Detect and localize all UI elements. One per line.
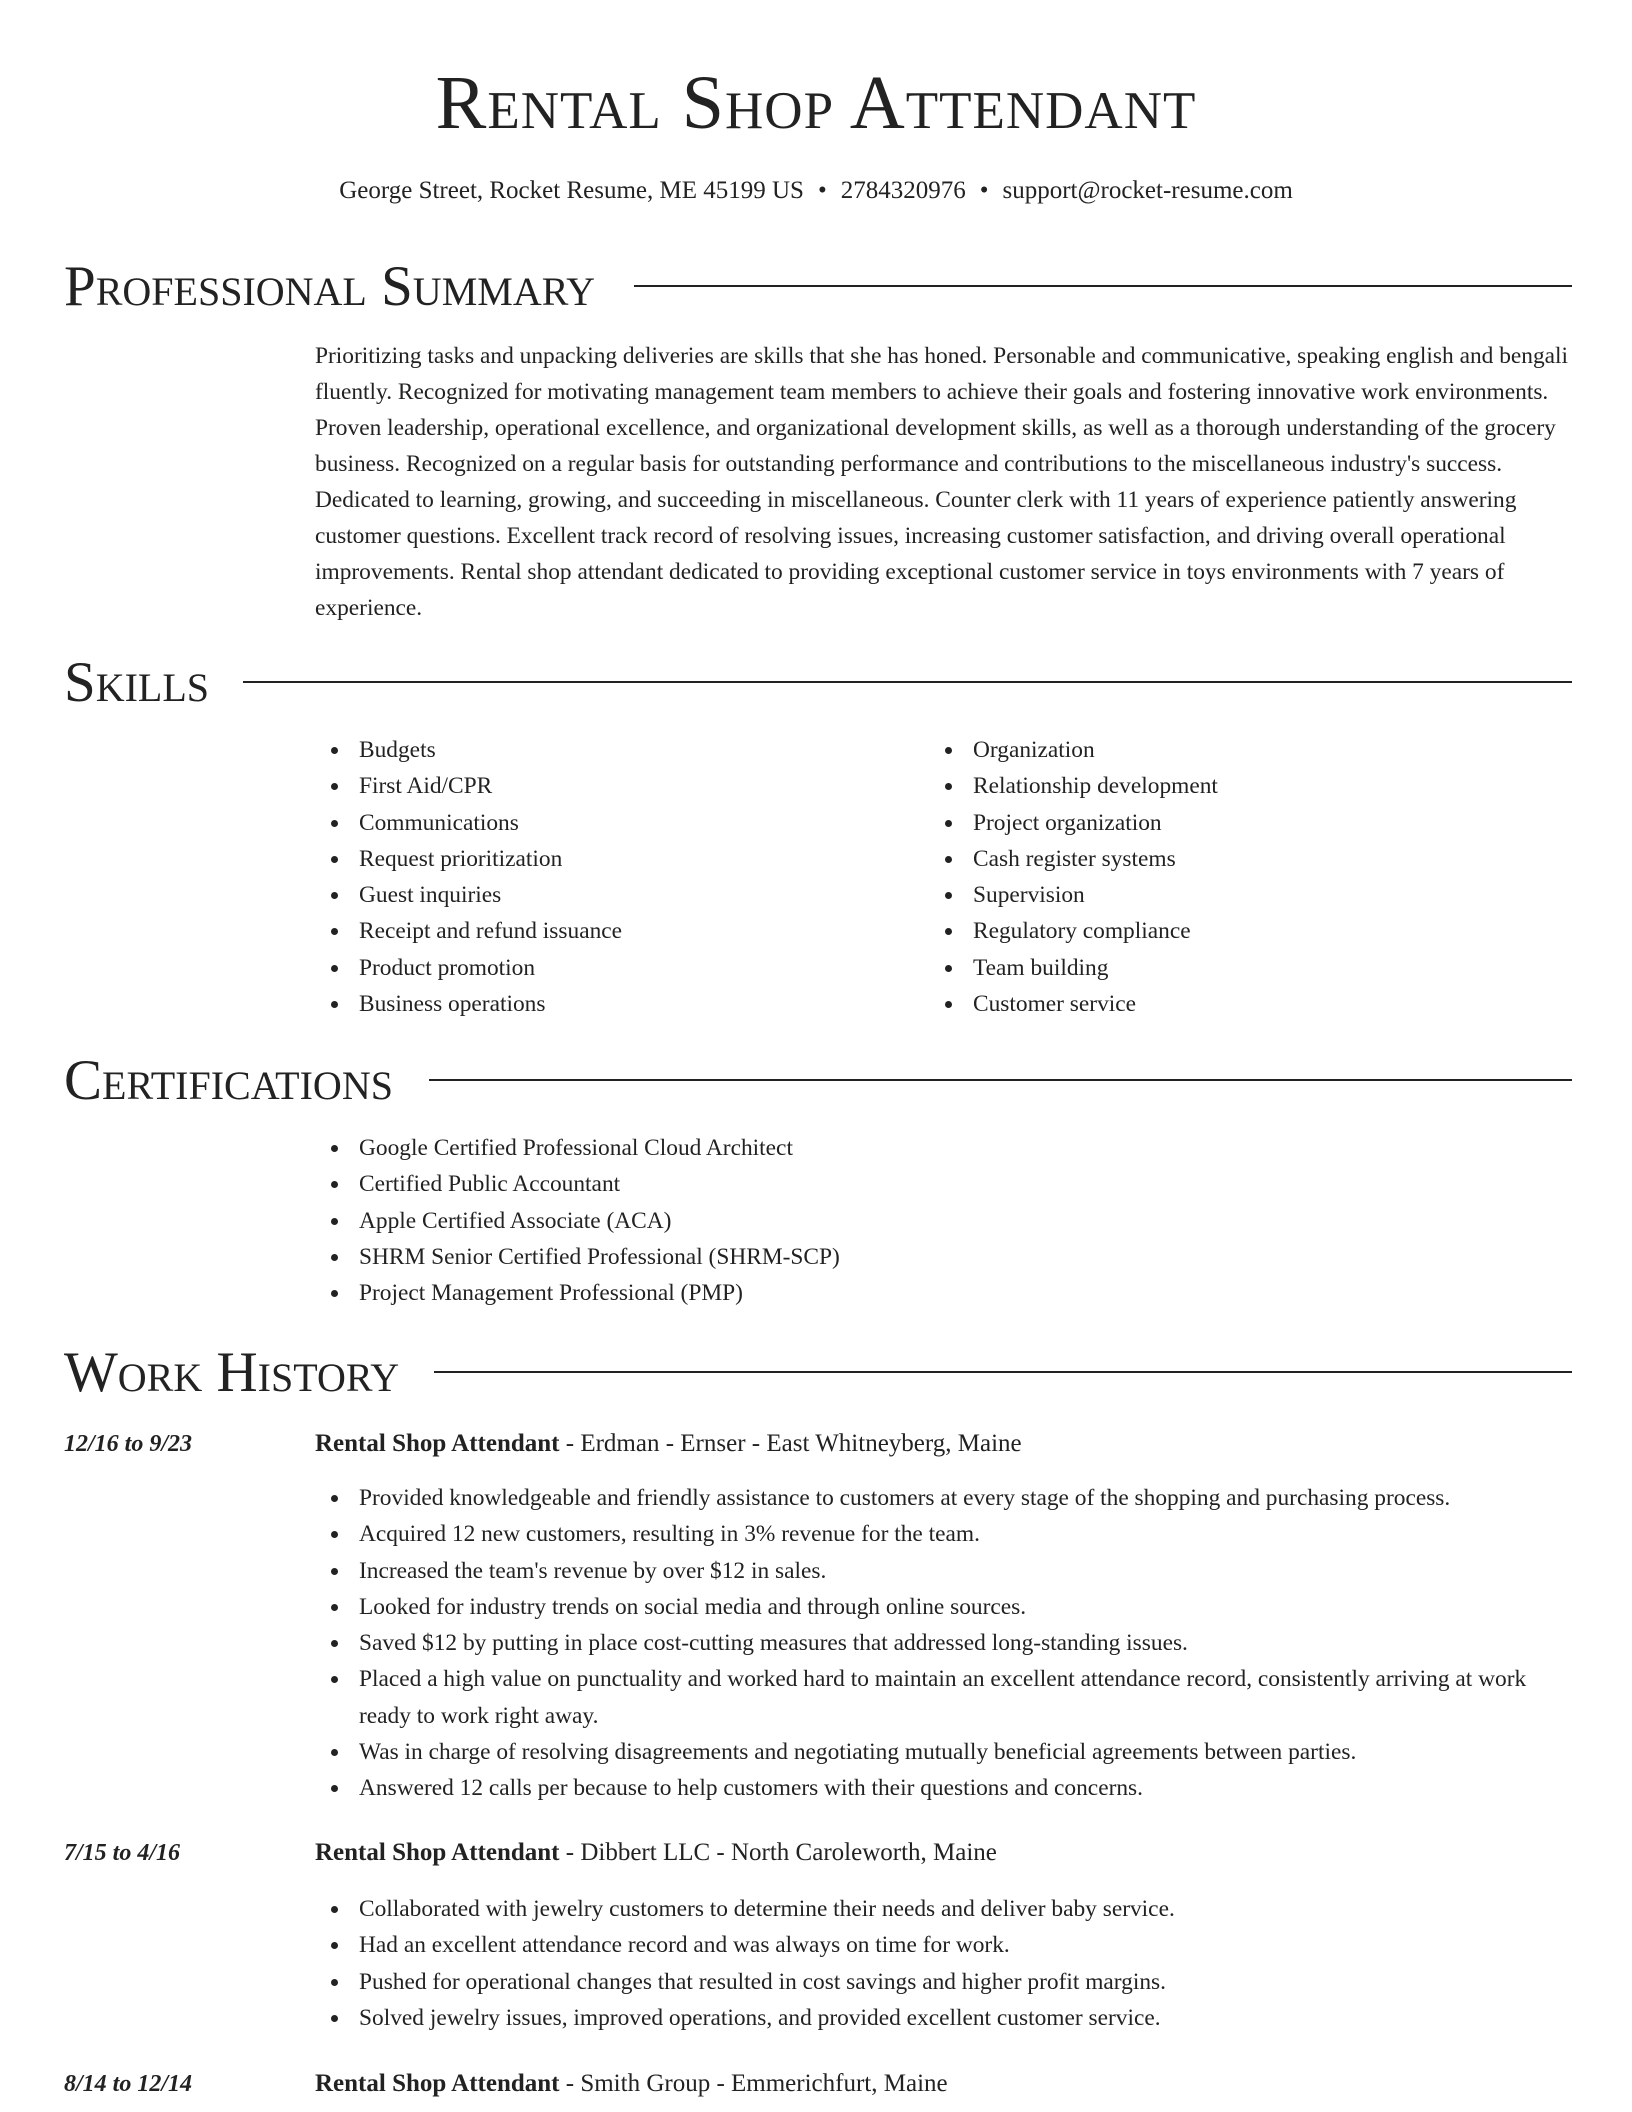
job-duty-item: Saved $12 by putting in place cost-cutting measures that addressed long-standing issues. bbox=[315, 1625, 1570, 1661]
certification-item: Certified Public Accountant bbox=[315, 1166, 1315, 1202]
section-divider bbox=[243, 681, 1572, 683]
skill-item: First Aid/CPR bbox=[315, 768, 915, 804]
job-employer: - Erdman - Ernser - East Whitneyberg, Maine bbox=[559, 1430, 1022, 1457]
section-title-summary: Professional Summary bbox=[64, 255, 596, 318]
skill-item: Project organization bbox=[929, 805, 1529, 841]
certification-item: Apple Certified Associate (ACA) bbox=[315, 1203, 1315, 1239]
certification-item: Project Management Professional (PMP) bbox=[315, 1275, 1315, 1311]
skill-item: Supervision bbox=[929, 877, 1529, 913]
section-title-skills: Skills bbox=[64, 651, 210, 714]
job-duty-item: Provided knowledgeable and friendly assistance to customers at every stage of the shopping and purchasing process. bbox=[315, 1480, 1570, 1516]
skill-item: Guest inquiries bbox=[315, 877, 915, 913]
contact-address: George Street, Rocket Resume, ME 45199 US bbox=[339, 177, 804, 204]
skill-item: Communications bbox=[315, 805, 915, 841]
job-duty-item: Was in charge of resolving disagreements and negotiating mutually beneficial agreements between parties. bbox=[315, 1734, 1570, 1770]
job-duty-item: Collaborated with jewelry customers to determine their needs and deliver baby service. bbox=[315, 1891, 1570, 1927]
contact-email: support@rocket-resume.com bbox=[1002, 177, 1293, 204]
contact-separator: • bbox=[979, 177, 989, 204]
job-employer: - Smith Group - Emmerichfurt, Maine bbox=[559, 2070, 948, 2097]
job-title: Rental Shop Attendant bbox=[315, 1839, 560, 1866]
certifications-list bbox=[315, 1130, 1315, 1311]
job-duty-item: Pushed for operational changes that resulted in cost savings and higher profit margins. bbox=[315, 1964, 1570, 2000]
job-heading bbox=[315, 1427, 1022, 1461]
skill-item: Cash register systems bbox=[929, 841, 1529, 877]
skill-item: Business operations bbox=[315, 986, 915, 1022]
skill-item: Product promotion bbox=[315, 950, 915, 986]
job-dates: 12/16 to 9/23 bbox=[64, 1431, 193, 1457]
section-title-work-history: Work History bbox=[64, 1341, 400, 1404]
job-heading bbox=[315, 2067, 948, 2101]
job-title: Rental Shop Attendant bbox=[315, 2070, 560, 2097]
section-title-certifications: Certifications bbox=[64, 1049, 393, 1112]
job-dates: 8/14 to 12/14 bbox=[64, 2071, 193, 2097]
job-duty-item: Acquired 12 new customers, resulting in 3% revenue for the team. bbox=[315, 1516, 1570, 1552]
section-divider bbox=[434, 1371, 1572, 1373]
skill-item: Relationship development bbox=[929, 768, 1529, 804]
skill-item: Receipt and refund issuance bbox=[315, 913, 915, 949]
job-duty-item: Solved jewelry issues, improved operations, and provided excellent customer service. bbox=[315, 2000, 1570, 2036]
job-duties-list bbox=[315, 1480, 1570, 1807]
skill-item: Organization bbox=[929, 732, 1529, 768]
certification-item: Google Certified Professional Cloud Architect bbox=[315, 1130, 1315, 1166]
skill-item: Regulatory compliance bbox=[929, 913, 1529, 949]
job-duty-item: Increased the team's revenue by over $12 in sales. bbox=[315, 1553, 1570, 1589]
contact-phone: 2784320976 bbox=[840, 177, 966, 204]
contact-separator: • bbox=[817, 177, 827, 204]
skills-list-left bbox=[315, 732, 915, 1022]
contact-line bbox=[0, 174, 1632, 208]
summary-text: Prioritizing tasks and unpacking deliveries are skills that she has honed. Personable and communicative, speaking english and bengali fluently. Recognized for motivating management team members to achieve their goals and fostering innovative work environments. Proven leadership, operational excellence, and organizational development skills, as well as a thorough understanding of the grocery business. Recognized on a regular basis for outstanding performance and contributions to the miscellaneous industry's success. Dedicated to learning, growing, and succeeding in miscellaneous. Counter clerk with 11 years of experience patiently answering customer questions. Excellent track record of resolving issues, increasing customer satisfaction, and driving overall operational improvements. Rental shop attendant dedicated to providing exceptional customer service in toys environments with 7 years of experience. bbox=[315, 343, 1569, 621]
job-duty-item: Answered 12 calls per because to help customers with their questions and concerns. bbox=[315, 1770, 1570, 1806]
section-divider bbox=[634, 285, 1572, 287]
skill-item: Customer service bbox=[929, 986, 1529, 1022]
job-dates: 7/15 to 4/16 bbox=[64, 1840, 181, 1866]
certification-item: SHRM Senior Certified Professional (SHRM-SCP) bbox=[315, 1239, 1315, 1275]
job-duty-item: Placed a high value on punctuality and worked hard to maintain an excellent attendance record, consistently arriving at work ready to work right away. bbox=[315, 1661, 1570, 1734]
job-heading bbox=[315, 1836, 997, 1870]
section-divider bbox=[429, 1079, 1572, 1081]
job-duties-list bbox=[315, 1891, 1570, 2036]
job-duty-item: Looked for industry trends on social media and through online sources. bbox=[315, 1589, 1570, 1625]
skill-item: Budgets bbox=[315, 732, 915, 768]
job-title: Rental Shop Attendant bbox=[315, 1430, 560, 1457]
job-employer: - Dibbert LLC - North Caroleworth, Maine bbox=[559, 1839, 997, 1866]
skills-list-right bbox=[929, 732, 1529, 1022]
skill-item: Request prioritization bbox=[315, 841, 915, 877]
skill-item: Team building bbox=[929, 950, 1529, 986]
resume-name: Rental Shop Attendant bbox=[435, 61, 1197, 145]
job-duty-item: Had an excellent attendance record and was always on time for work. bbox=[315, 1927, 1570, 1963]
